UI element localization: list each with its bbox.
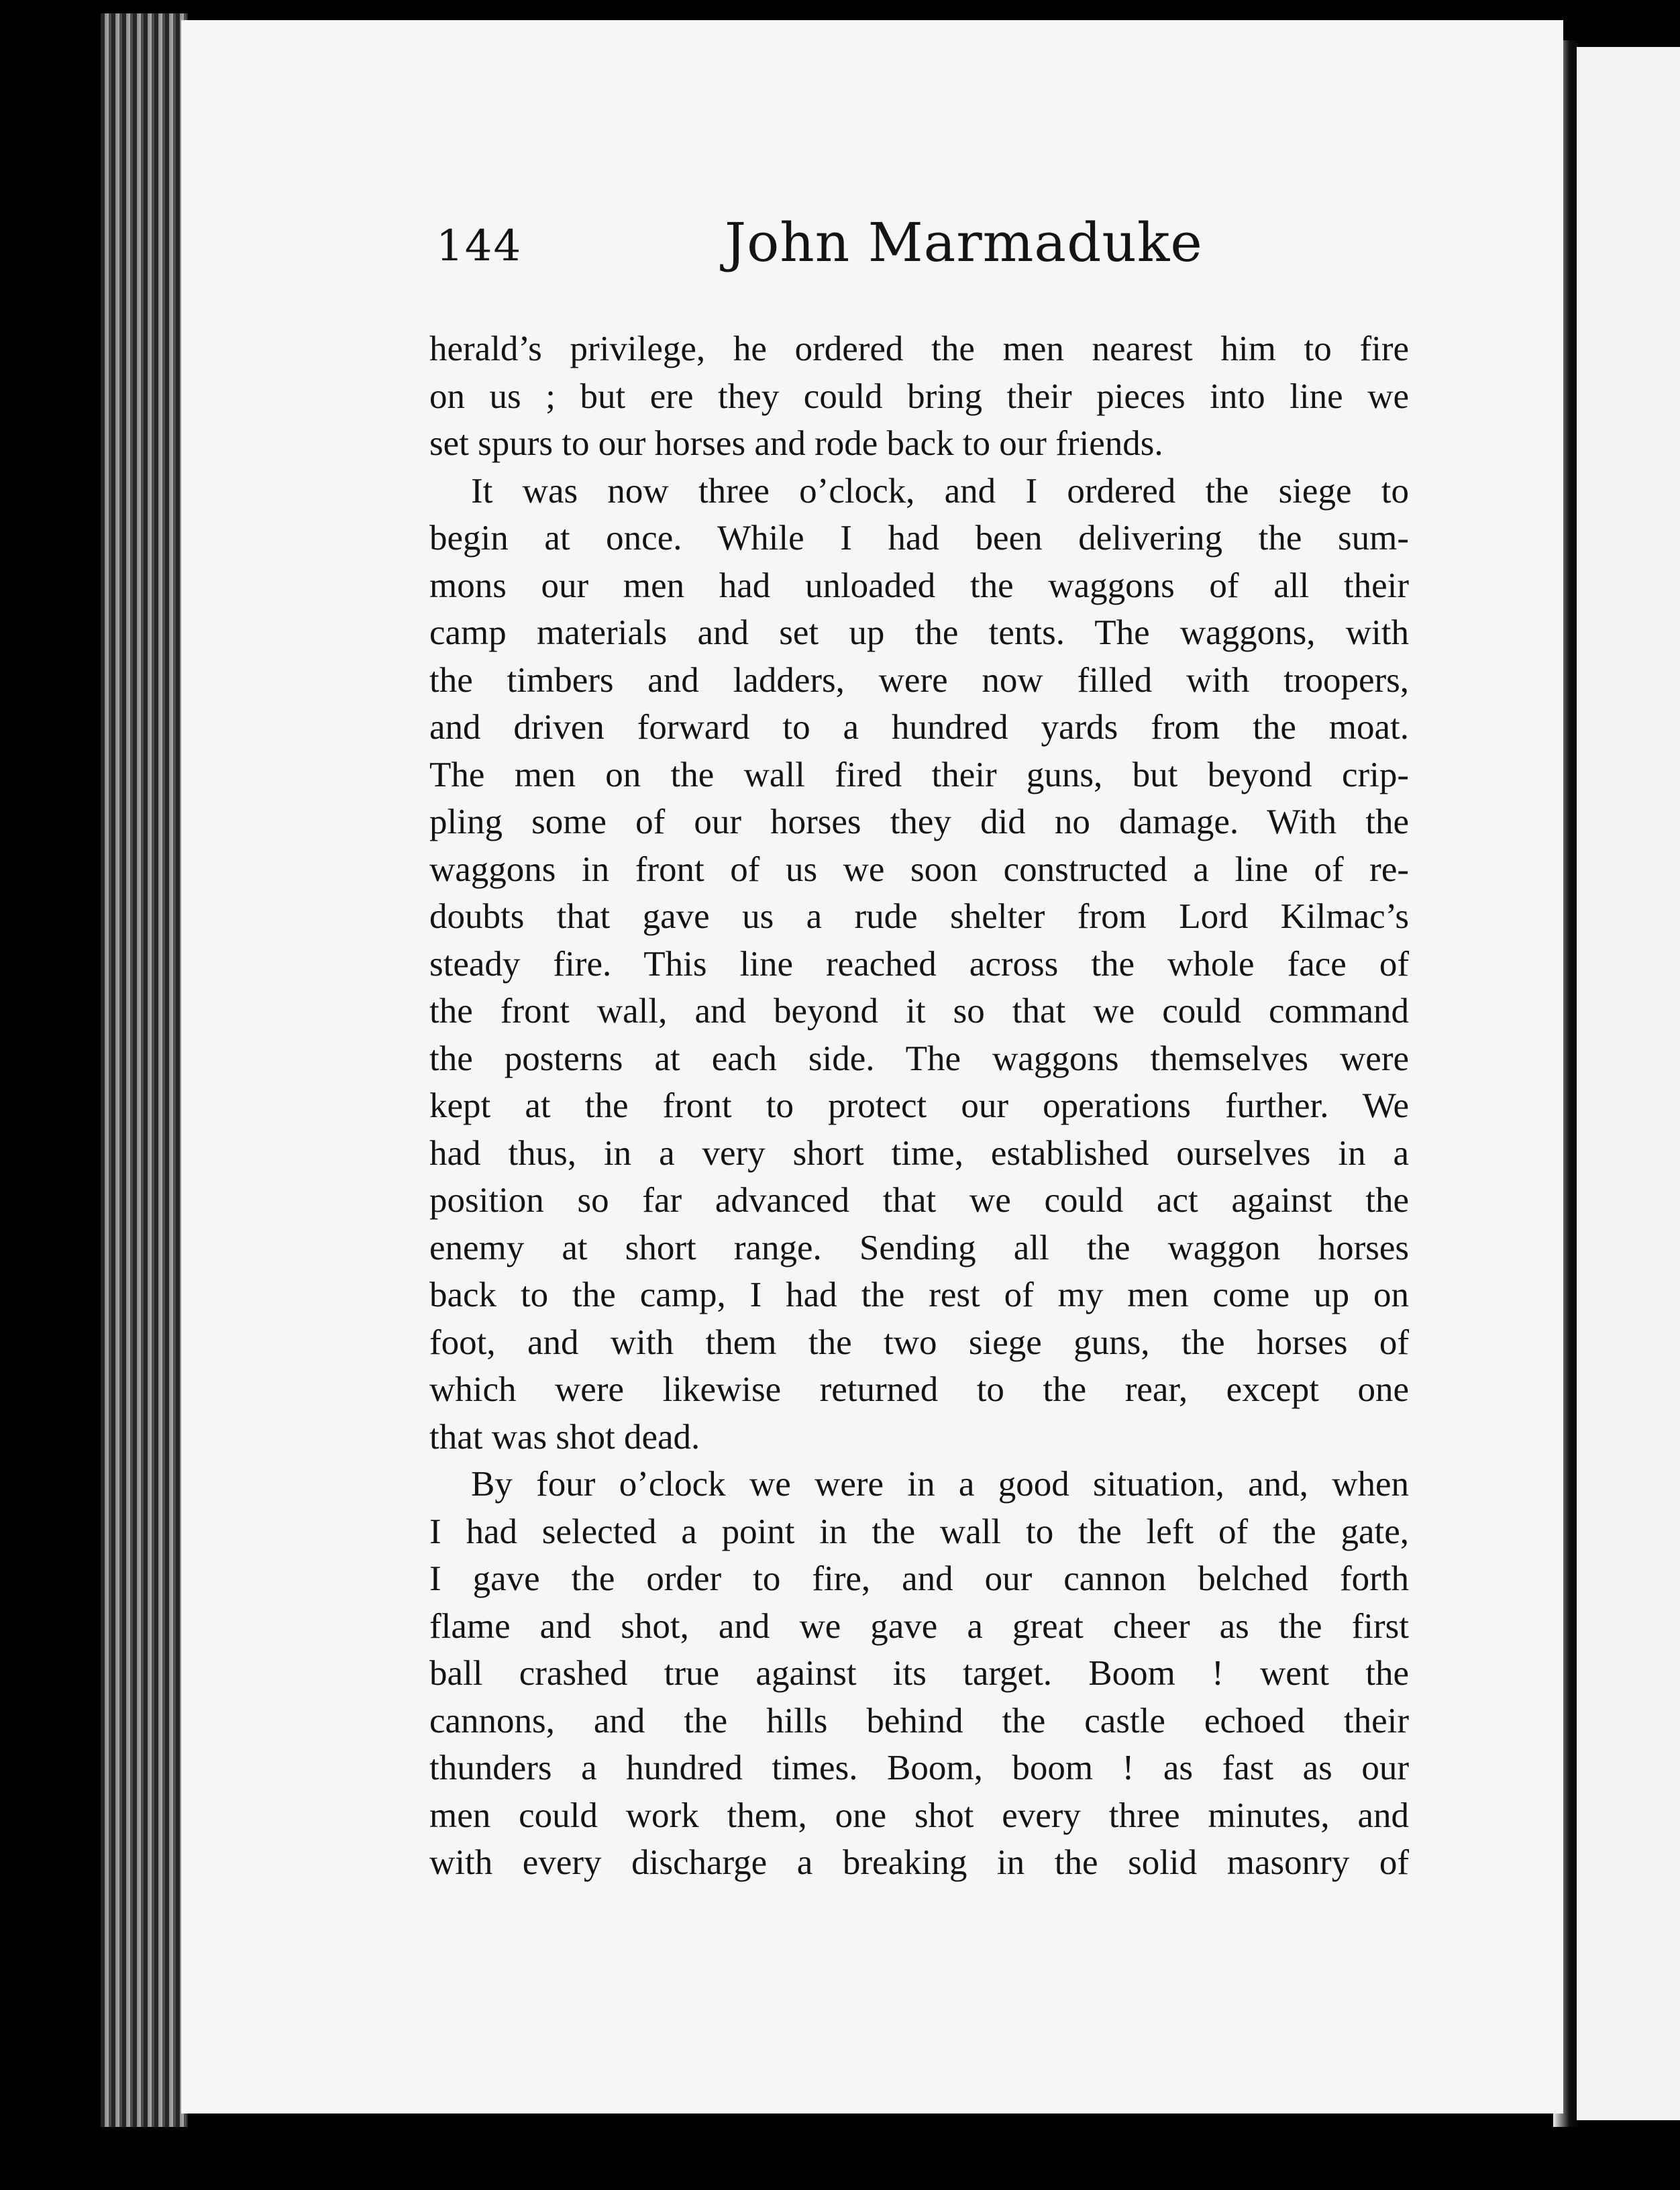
text-line: enemy at short range. Sending all the waggon horses xyxy=(429,1228,1409,1267)
text-line: pling some of our horses they did no damage. With the xyxy=(429,802,1409,841)
page-number: 144 xyxy=(436,221,523,271)
text-line: steady fire. This line reached across the whole face of xyxy=(429,944,1409,984)
facing-page-edge xyxy=(1577,47,1680,2120)
text-line: doubts that gave us a rude shelter from Lord Kilmac’s xyxy=(429,897,1409,936)
text-line: waggons in front of us we soon constructed a line of re- xyxy=(429,849,1409,889)
running-head xyxy=(436,205,1416,285)
text-line: herald’s privilege, he ordered the men nearest him to fire xyxy=(429,329,1409,368)
text-line: It was now three o’clock, and I ordered the siege to xyxy=(471,471,1409,511)
text-line: on us ; but ere they could bring their pieces into line we xyxy=(429,376,1409,416)
text-line: men could work them, one shot every three minutes, and xyxy=(429,1795,1409,1835)
text-line: set spurs to our horses and rode back to our friends. xyxy=(429,424,1163,463)
text-line: The men on the wall fired their guns, but beyond crip- xyxy=(429,755,1409,794)
page-edges xyxy=(101,13,188,2127)
text-line: mons our men had unloaded the waggons of all their xyxy=(429,566,1409,605)
text-line: with every discharge a breaking in the solid masonry of xyxy=(429,1843,1409,1882)
book-title: John Marmaduke xyxy=(725,211,1203,274)
text-line: had thus, in a very short time, established ourselves in a xyxy=(429,1133,1409,1173)
text-line: thunders a hundred times. Boom, boom ! as fast as our xyxy=(429,1749,1409,1787)
text-line: I had selected a point in the wall to the left of the gate, xyxy=(429,1512,1409,1551)
text-line: which were likewise returned to the rear, except one xyxy=(429,1370,1409,1409)
text-line: begin at once. While I had been delivering the sum- xyxy=(429,519,1409,558)
text-line: the timbers and ladders, were now filled with troopers, xyxy=(429,660,1409,700)
text-line: position so far advanced that we could act against the xyxy=(429,1181,1409,1220)
text-line: I gave the order to fire, and our cannon belched forth xyxy=(429,1559,1409,1598)
text-line: that was shot dead. xyxy=(429,1417,700,1457)
text-line: the front wall, and beyond it so that we could command xyxy=(429,992,1409,1031)
text-line: and driven forward to a hundred yards from the moat. xyxy=(429,708,1409,747)
text-line: foot, and with them the two siege guns, the horses of xyxy=(429,1322,1409,1362)
text-line: camp materials and set up the tents. The waggons, with xyxy=(429,613,1409,652)
text-line: ball crashed true against its target. Boom ! went the xyxy=(429,1654,1409,1693)
text-line: the posterns at each side. The waggons themselves were xyxy=(429,1039,1409,1078)
text-line: flame and shot, and we gave a great cheer as the first xyxy=(429,1606,1409,1646)
text-line: By four o’clock we were in a good situation, and, when xyxy=(471,1465,1409,1504)
text-line: cannons, and the hills behind the castle echoed their xyxy=(429,1701,1409,1740)
text-line: back to the camp, I had the rest of my men come up on xyxy=(429,1275,1409,1314)
text-line: kept at the front to protect our operations further. We xyxy=(429,1086,1409,1125)
body-text xyxy=(429,325,1409,1887)
